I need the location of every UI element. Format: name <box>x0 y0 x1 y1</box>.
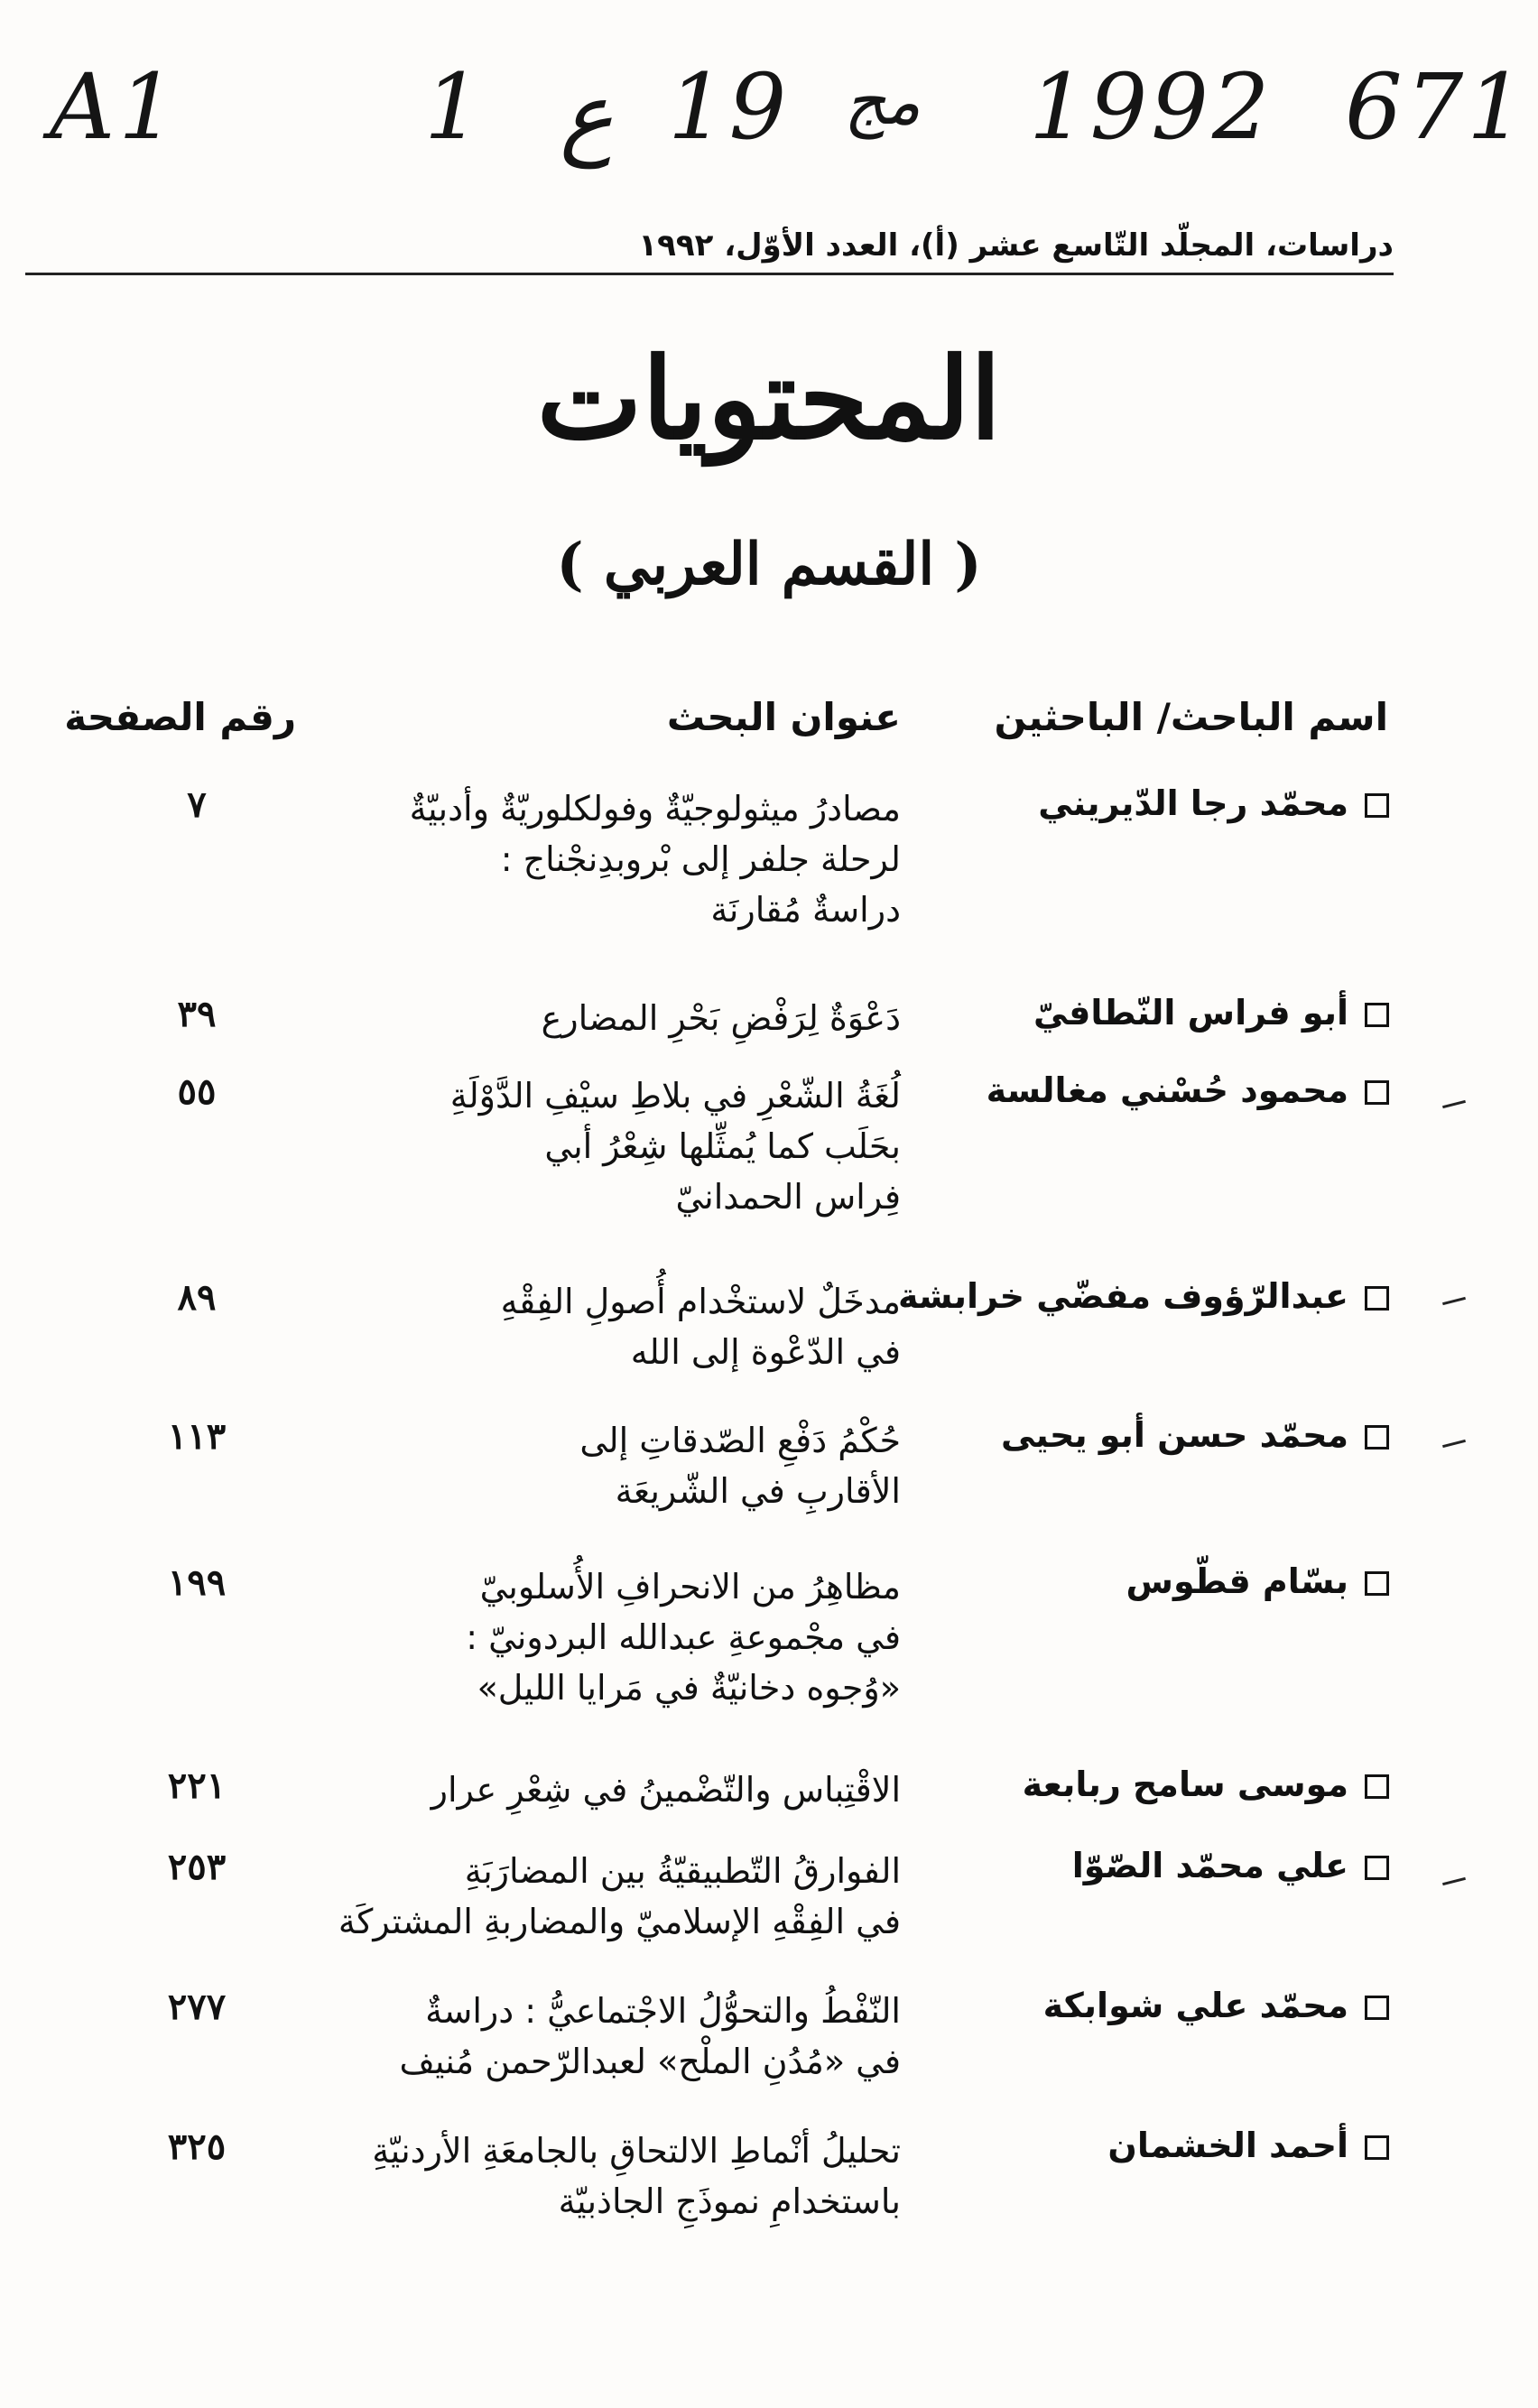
entry-author-name: موسى سامح ربابعة <box>1022 1764 1348 1804</box>
entry-title-line: فِراس الحمدانيّ <box>675 1177 901 1217</box>
entry-title-line: النّفْطُ والتحوُّلُ الاجْتماعيُّ : دراسةٌ <box>425 1991 901 2031</box>
entry-title-line: دَعْوَةٌ لِرَفْضِ بَحْرِ المضارع <box>541 998 901 1038</box>
entry-title <box>501 1276 901 1377</box>
handwritten-year: 1992 <box>1029 54 1274 160</box>
entry-title <box>372 2126 901 2227</box>
entry-author <box>1107 2126 1389 2165</box>
column-header-title: عنوان البحث <box>666 695 901 739</box>
entry-title <box>466 1561 901 1713</box>
entry-author <box>1033 993 1389 1033</box>
margin-tick-mark <box>1442 1100 1466 1108</box>
entry-author <box>898 1276 1389 1316</box>
entry-page-number: ٢٥٣ <box>167 1846 227 1888</box>
entry-author-name: عبدالرّؤوف مفضّي خرابشة <box>898 1276 1348 1316</box>
checkbox-square-icon <box>1365 1996 1389 2020</box>
checkbox-square-icon <box>1365 1571 1389 1596</box>
handwritten-day: 1 <box>424 54 486 160</box>
handwritten-number: 19 <box>668 54 791 160</box>
margin-tick-mark <box>1442 1440 1466 1448</box>
entry-title <box>338 1846 901 1947</box>
handwritten-volume-abbrev: مج <box>844 63 922 139</box>
entry-title-line: بحَلَب كما يُمثِّلها شِعْرُ أبي <box>544 1126 901 1166</box>
entry-title-line: الفوارقُ التّطبيقيّةُ بين المضارَبَةِ <box>464 1851 901 1891</box>
handwritten-catalog-number: 671 <box>1345 54 1528 160</box>
entry-title-line: «وُجوه دخانيّةٌ في مَرايا الليل» <box>477 1668 901 1708</box>
checkbox-square-icon <box>1365 1286 1389 1311</box>
entry-title-line: في «مُدُنِ الملْح» لعبدالرّحمن مُنيف <box>399 2042 901 2081</box>
entry-author-name: علي محمّد الصّوّا <box>1071 1846 1348 1885</box>
entry-author-name: بسّام قطّوس <box>1126 1561 1348 1601</box>
contents-title: المحتويات <box>536 334 1002 465</box>
entry-title-line: حُكْمُ دَفْعِ الصّدقاتِ إلى <box>579 1421 901 1460</box>
entry-title-line: مصادرُ ميثولوجيّةٌ وفولكلوريّةٌ وأدبيّةٌ <box>409 789 901 829</box>
entry-author-name: محمود حُسْني مغالسة <box>986 1070 1348 1110</box>
entry-title-line: الأقاربِ في الشّريعَة <box>615 1471 901 1511</box>
entry-author <box>1072 1846 1389 1885</box>
entry-author-name: محمّد علي شوابكة <box>1042 1986 1348 2025</box>
section-title: ( القسم العربي ) <box>556 531 982 598</box>
entry-title-line: دراسةٌ مُقارنَة <box>710 890 901 930</box>
checkbox-square-icon <box>1365 793 1389 818</box>
entry-author <box>1001 1415 1389 1455</box>
entry-page-number: ٣٢٥ <box>167 2126 227 2168</box>
entry-author-name: أبو فراس النّطافيّ <box>1033 993 1348 1033</box>
entry-title <box>542 993 901 1043</box>
entry-page-number: ٥٥ <box>177 1070 217 1113</box>
running-head: دراسات، المجلّد التّاسع عشر (أ)، العدد الأوّل، ١٩٩٢ <box>638 227 1394 264</box>
entry-page-number: ٢٧٧ <box>167 1986 227 2028</box>
entry-title-line: باستخدامِ نموذَجِ الجاذبيّة <box>558 2181 901 2221</box>
entry-author <box>1038 783 1389 823</box>
entry-title-line: لُغَةُ الشّعْرِ في بلاطِ سيْفِ الدَّوْلَةِ <box>449 1076 901 1116</box>
handwritten-code: A1 <box>50 54 180 160</box>
entry-title-line: في الفِقْهِ الإسلاميّ والمضاربةِ المشتركَة <box>338 1902 901 1941</box>
entry-title <box>450 1070 901 1222</box>
entry-author <box>1023 1764 1389 1804</box>
checkbox-square-icon <box>1365 1003 1389 1027</box>
entry-title <box>410 783 901 935</box>
entry-page-number: ١١٣ <box>167 1415 227 1458</box>
checkbox-square-icon <box>1365 1856 1389 1880</box>
checkbox-square-icon <box>1365 1774 1389 1799</box>
entry-page-number: ٢٢١ <box>167 1764 227 1807</box>
entry-page-number: ٣٩ <box>177 993 217 1035</box>
entry-title-line: الاقْتِباس والتّضْمينُ في شِعْرِ عرار <box>431 1770 901 1810</box>
checkbox-square-icon <box>1365 1425 1389 1449</box>
entry-title <box>431 1764 901 1815</box>
entry-title-line: في الدّعْوة إلى الله <box>630 1332 901 1372</box>
header-rule <box>25 273 1394 275</box>
entry-title-line: لرحلة جلفر إلى بْروبدِنجْناج : <box>500 839 901 879</box>
entry-author-name: محمّد رجا الدّيريني <box>1038 783 1348 823</box>
entry-author <box>1043 1986 1389 2025</box>
entry-page-number: ١٩٩ <box>167 1561 227 1604</box>
column-header-page: رقم الصفحة <box>64 695 296 739</box>
entry-author <box>1126 1561 1389 1601</box>
checkbox-square-icon <box>1365 2135 1389 2160</box>
entry-author-name: محمّد حسن أبو يحيى <box>1000 1415 1348 1455</box>
entry-title-line: تحليلُ أنْماطِ الالتحاقِ بالجامعَةِ الأردنيّةِ <box>372 2131 901 2171</box>
entry-title-line: في مجْموعةِ عبدالله البردونيّ : <box>466 1617 901 1657</box>
entry-title <box>579 1415 901 1516</box>
entry-page-number: ٧ <box>187 783 207 826</box>
entry-author <box>987 1070 1389 1110</box>
margin-tick-mark <box>1442 1877 1466 1885</box>
handwritten-month: ع <box>560 63 614 169</box>
entry-page-number: ٨٩ <box>177 1276 217 1319</box>
entry-title <box>399 1986 901 2087</box>
checkbox-square-icon <box>1365 1080 1389 1105</box>
margin-tick-mark <box>1442 1297 1466 1305</box>
entry-title-line: مظاهِرُ من الانحرافِ الأُسلوبيّ <box>479 1567 901 1607</box>
entry-title-line: مدخَلٌ لاستخْدام أُصولِ الفِقْهِ <box>500 1282 901 1321</box>
column-header-author: اسم الباحث/ الباحثين <box>994 695 1388 739</box>
entry-author-name: أحمد الخشمان <box>1107 2126 1348 2165</box>
